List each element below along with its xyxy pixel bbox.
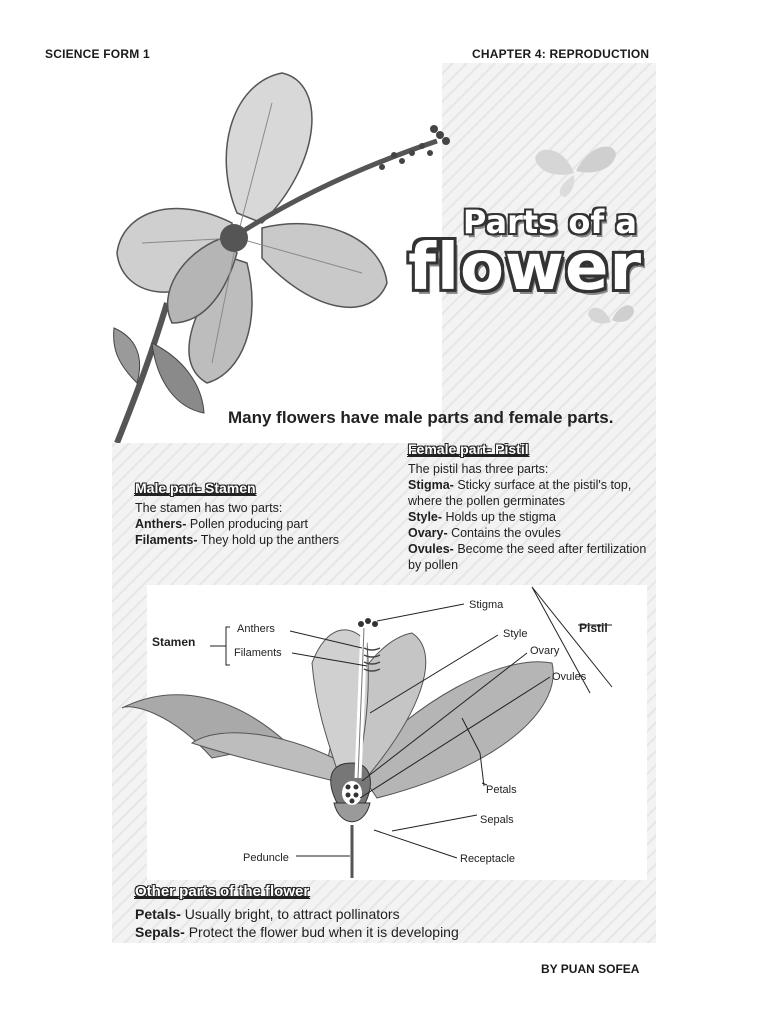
diagram-label-receptacle: Receptacle (460, 853, 516, 865)
male-item-anthers: Anthers- Pollen producing part (135, 517, 309, 531)
diagram-label-stigma: Stigma (469, 599, 504, 611)
diagram-label-filaments: Filaments (234, 647, 282, 659)
poster-title-line2: flower (408, 231, 642, 305)
female-part-heading: Female part- Pistil (408, 441, 529, 457)
diagram-label-ovary: Ovary (530, 645, 560, 657)
diagram-label-peduncle: Peduncle (243, 852, 289, 864)
other-item-petals: Petals- Usually bright, to attract pollinators (135, 906, 400, 922)
other-item-sepals: Sepals- Protect the flower bud when it is developing (135, 924, 459, 940)
other-parts-description (135, 905, 459, 941)
header-subject: SCIENCE FORM 1 (45, 47, 150, 61)
header-chapter: CHAPTER 4: REPRODUCTION (472, 47, 650, 61)
female-item-ovules: Ovules- Become the seed after fertilization by pollen (408, 542, 647, 572)
male-part-heading: Male part- Stamen (135, 480, 256, 496)
female-intro: The pistil has three parts: (408, 462, 549, 476)
poster-tagline: Many flowers have male parts and female parts. (228, 408, 614, 427)
female-item-ovary: Ovary- Contains the ovules (408, 526, 561, 540)
poster-title-line1: Parts of a (462, 203, 637, 241)
diagram-label-style: Style (503, 628, 528, 640)
female-item-stigma: Stigma- Sticky surface at the pistil's top, where the pollen germinates (408, 478, 632, 508)
flower-diagram (112, 63, 656, 943)
flower-poster (112, 63, 656, 943)
diagram-label-sepals: Sepals (480, 814, 514, 826)
male-item-filaments: Filaments- They hold up the anthers (135, 533, 340, 547)
diagram-label-petals: Petals (486, 784, 517, 796)
diagram-label-ovules: Ovules (552, 671, 587, 683)
diagram-label-anthers: Anthers (237, 623, 275, 635)
male-intro: The stamen has two parts: (135, 501, 283, 515)
female-item-style: Style- Holds up the stigma (408, 510, 556, 524)
footer-author: BY PUAN SOFEA (541, 962, 640, 976)
other-parts-heading: Other parts of the flower (135, 883, 310, 900)
diagram-label-stamen: Stamen (152, 635, 196, 649)
diagram-label-pistil: Pistil (579, 621, 608, 635)
